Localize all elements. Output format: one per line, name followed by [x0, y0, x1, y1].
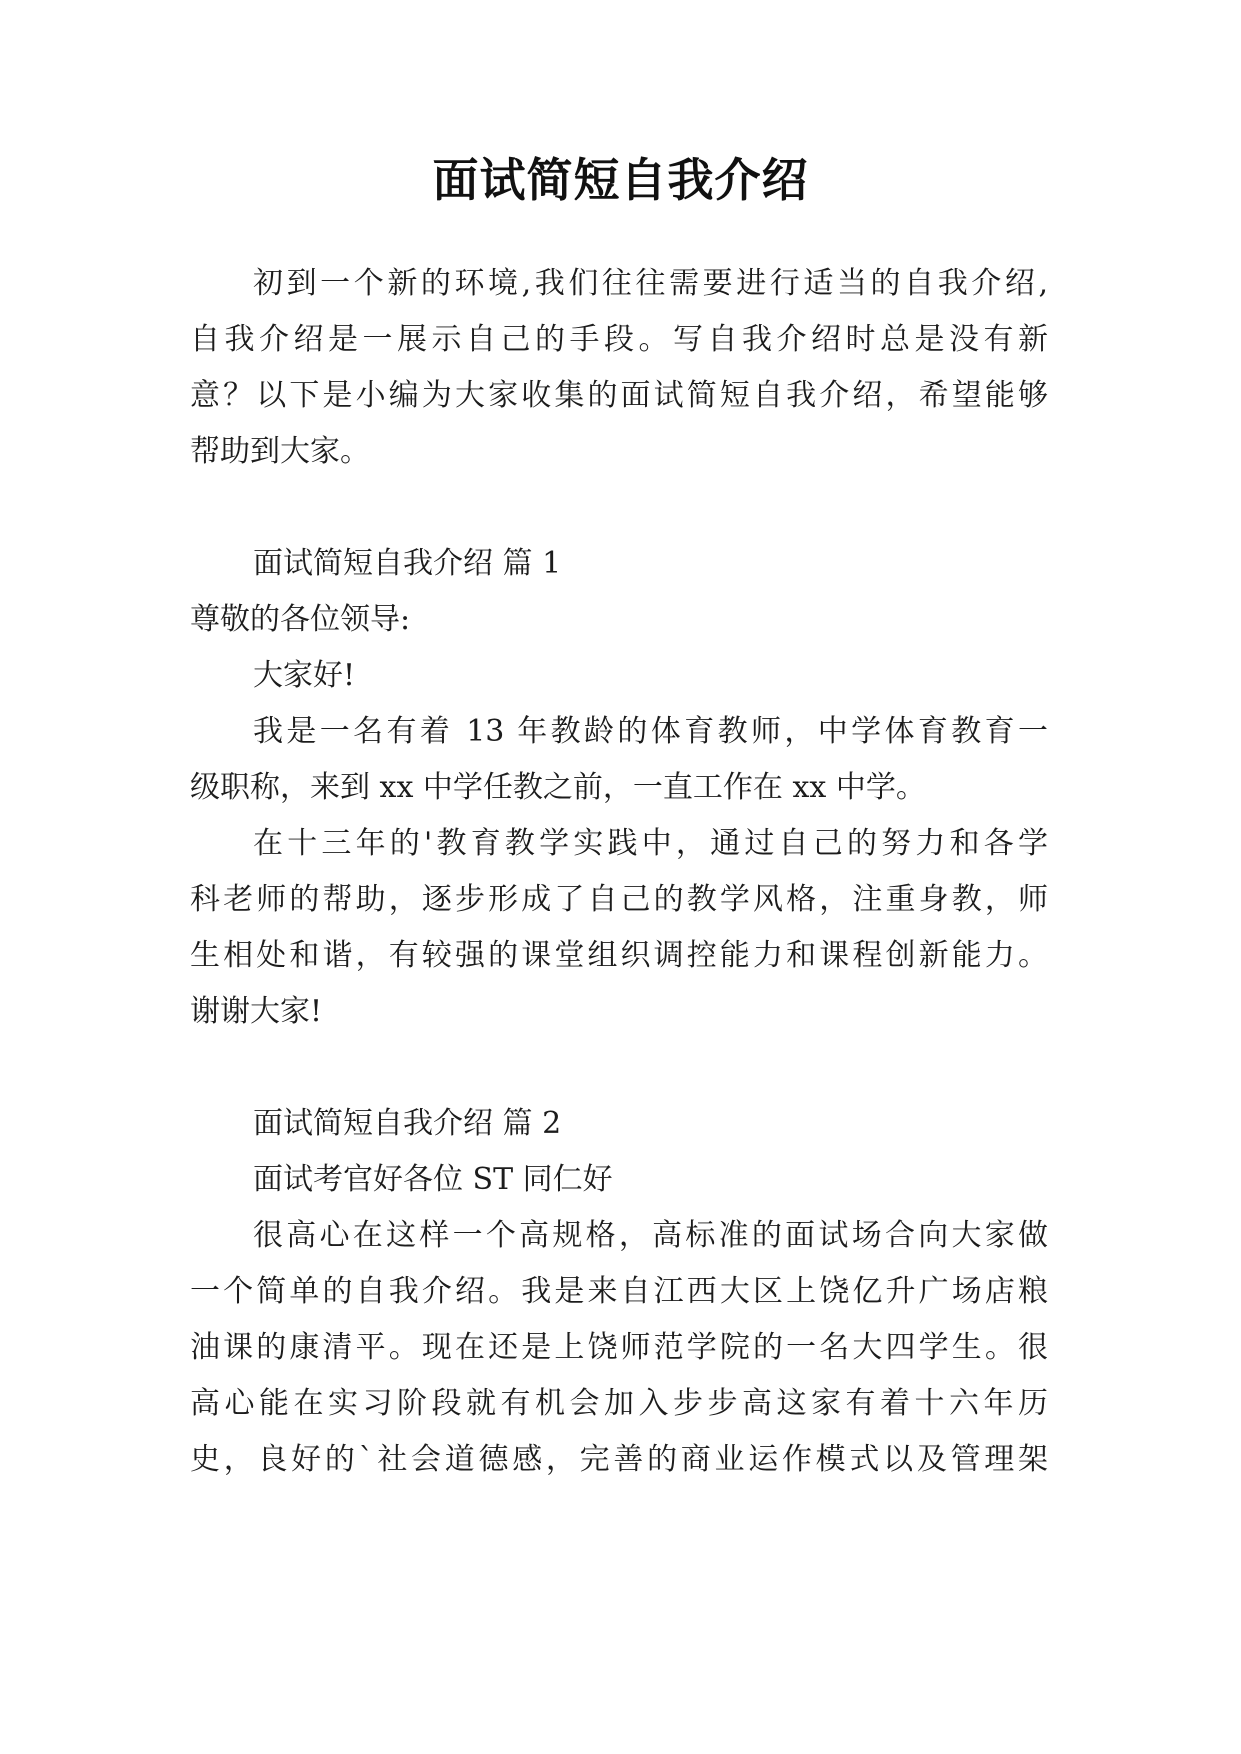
- section1-para1-line-2: 级职称，来到 xx 中学任教之前，一直工作在 xx 中学。: [190, 770, 926, 805]
- section2-para1-line-4: 高心能在实习阶段就有机会加入步步高这家有着十六年历: [190, 1386, 1048, 1421]
- intro-line-3: 意？以下是小编为大家收集的面试简短自我介绍，希望能够: [190, 378, 1048, 413]
- document-title: 面试简短自我介绍: [432, 153, 809, 207]
- section2-para1-line-2: 一个简单的自我介绍。我是来自江西大区上饶亿升广场店粮: [190, 1274, 1048, 1309]
- section2-para1-line-3: 油课的康清平。现在还是上饶师范学院的一名大四学生。很: [190, 1330, 1048, 1365]
- section2-para1-line-1: 很高心在这样一个高规格，高标准的面试场合向大家做: [253, 1218, 1048, 1253]
- section2-heading: 面试简短自我介绍 篇 2: [253, 1106, 562, 1141]
- section1-salutation: 尊敬的各位领导:: [190, 602, 411, 637]
- section2-para1-line-5: 史，良好的`社会道德感，完善的商业运作模式以及管理架: [190, 1442, 1048, 1477]
- section1-closing: 谢谢大家!: [190, 994, 323, 1029]
- intro-line-2: 自我介绍是一展示自己的手段。写自我介绍时总是没有新: [190, 322, 1048, 357]
- intro-line-4: 帮助到大家。: [190, 434, 370, 469]
- section1-greeting: 大家好!: [253, 658, 356, 693]
- section1-para2-line-3: 生相处和谐，有较强的课堂组织调控能力和课程创新能力。: [190, 938, 1048, 973]
- section1-para2-line-2: 科老师的帮助，逐步形成了自己的教学风格，注重身教，师: [190, 882, 1048, 917]
- intro-line-1: 初到一个新的环境,我们往往需要进行适当的自我介绍,: [253, 266, 1048, 301]
- section1-heading: 面试简短自我介绍 篇 1: [253, 546, 562, 581]
- section1-para1-line-1: 我是一名有着 13 年教龄的体育教师，中学体育教育一: [253, 714, 1048, 749]
- section1-para2-line-1: 在十三年的'教育教学实践中，通过自己的努力和各学: [253, 826, 1048, 861]
- section2-greeting: 面试考官好各位 ST 同仁好: [253, 1162, 613, 1197]
